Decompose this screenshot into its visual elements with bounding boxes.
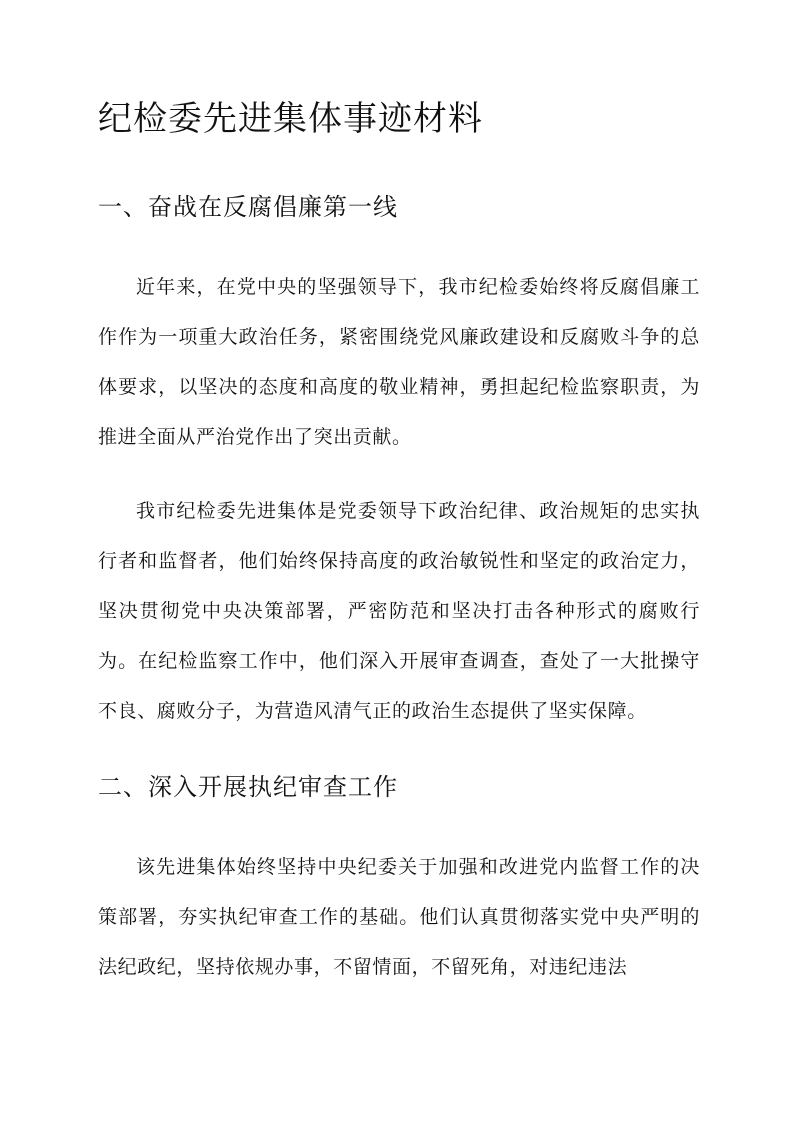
section-1-paragraph-1: 近年来，在党中央的坚强领导下，我市纪检委始终将反腐倡廉工作作为一项重大政治任务，紧密围绕党风廉政建设和反腐败斗争的总体要求，以坚决的态度和高度的敬业精神，勇担起纪检监察职责，为推进全面从严治党作出了突出贡献。 [98,276,700,448]
document-title: 纪检委先进集体事迹材料 [98,99,483,139]
section-1-paragraph-2: 我市纪检委先进集体是党委领导下政治纪律、政治规矩的忠实执行者和监督者，他们始终保持高度的政治敏锐性和坚定的政治定力，坚决贯彻党中央决策部署，严密防范和坚决打击各种形式的腐败行为。在纪检监察工作中，他们深入开展审查调查，查处了一大批操守不良、腐败分子，为营造风清气正的政治生态提供了坚实保障。 [98,500,700,722]
section-heading-1: 一、奋战在反腐倡廉第一线 [98,193,398,221]
section-heading-2: 二、深入开展执纪审查工作 [98,773,398,801]
section-2-paragraph-1: 该先进集体始终坚持中央纪委关于加强和改进党内监督工作的决策部署，夯实执纪审查工作的基础。他们认真贯彻落实党中央严明的法纪政纪，坚持依规办事，不留情面，不留死角，对违纪违法 [98,856,700,978]
